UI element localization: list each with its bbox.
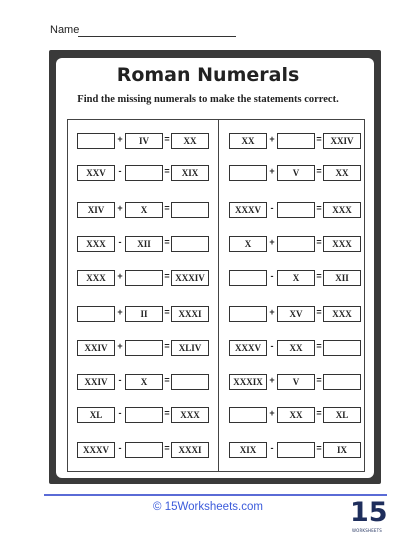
equation-row [77,442,217,459]
operator-sign: - [118,443,122,453]
operator-sign: + [269,307,275,317]
term-b-box[interactable]: XII [125,236,163,252]
operator-sign: - [118,166,122,176]
result-box[interactable]: XX [323,165,361,181]
result-box[interactable]: XXX [171,407,209,423]
result-box[interactable]: XII [323,270,361,286]
term-b-box[interactable]: V [277,374,315,390]
term-b-box[interactable] [277,442,315,458]
equals-sign: = [316,375,322,385]
operator-sign: - [270,443,274,453]
equals-sign: = [316,307,322,317]
term-a-box[interactable]: XL [77,407,115,423]
equals-sign: = [164,375,170,385]
term-a-box[interactable]: XXXIX [229,374,267,390]
term-b-box[interactable] [277,236,315,252]
equation-row [77,407,217,424]
equation-row [77,306,217,323]
term-b-box[interactable]: V [277,165,315,181]
equals-sign: = [316,134,322,144]
term-a-box[interactable] [77,133,115,149]
term-b-box[interactable] [277,202,315,218]
term-a-box[interactable]: XXX [77,270,115,286]
equation-row [77,270,217,287]
operator-sign: + [269,134,275,144]
term-a-box[interactable]: XIX [229,442,267,458]
result-box[interactable]: XXIV [323,133,361,149]
result-box[interactable]: XXXI [171,442,209,458]
term-b-box[interactable]: XX [277,407,315,423]
term-b-box[interactable] [277,133,315,149]
operator-sign: + [117,203,123,213]
term-b-box[interactable] [125,442,163,458]
result-box[interactable] [323,340,361,356]
equation-row [77,202,217,219]
term-a-box[interactable]: X [229,236,267,252]
term-b-box[interactable]: X [125,202,163,218]
equals-sign: = [164,341,170,351]
operator-sign: + [117,271,123,281]
operator-sign: + [117,134,123,144]
equals-sign: = [164,408,170,418]
result-box[interactable]: XXX [323,236,361,252]
term-b-box[interactable] [125,407,163,423]
equals-sign: = [164,443,170,453]
equals-sign: = [316,341,322,351]
operator-sign: + [269,237,275,247]
term-b-box[interactable]: XV [277,306,315,322]
term-a-box[interactable]: XIV [77,202,115,218]
term-a-box[interactable]: XX [229,133,267,149]
equation-row [77,133,217,150]
term-a-box[interactable]: XXXV [229,340,267,356]
equals-sign: = [316,166,322,176]
operator-sign: - [270,341,274,351]
term-b-box[interactable]: II [125,306,163,322]
term-a-box[interactable]: XXIV [77,340,115,356]
operator-sign: + [117,341,123,351]
operator-sign: + [269,408,275,418]
equation-row [229,374,369,391]
equation-row [229,236,369,253]
term-b-box[interactable]: X [277,270,315,286]
equals-sign: = [164,166,170,176]
term-a-box[interactable] [229,165,267,181]
term-a-box[interactable] [229,306,267,322]
result-box[interactable]: IX [323,442,361,458]
equation-row [229,340,369,357]
term-a-box[interactable]: XXX [77,236,115,252]
equals-sign: = [164,237,170,247]
equation-row [77,236,217,253]
term-a-box[interactable]: XXXV [77,442,115,458]
operator-sign: - [118,237,122,247]
brand-logo [350,497,388,538]
equals-sign: = [316,237,322,247]
result-box[interactable] [323,374,361,390]
result-box[interactable]: XX [171,133,209,149]
result-box[interactable]: XLIV [171,340,209,356]
equation-row [229,133,369,150]
worksheet-instructions: Find the missing numerals to make the statements correct. [77,94,339,105]
footer-line [44,494,387,496]
equation-row [229,407,369,424]
column-divider [218,119,219,472]
equation-row [77,165,217,182]
result-box[interactable]: XXXIV [171,270,209,286]
result-box[interactable] [171,202,209,218]
term-b-box[interactable] [125,270,163,286]
operator-sign: - [270,203,274,213]
operator-sign: + [269,375,275,385]
term-b-box[interactable] [125,340,163,356]
operator-sign: + [269,166,275,176]
equation-row [229,165,369,182]
logo-word: WORKSHEETS [351,528,383,533]
equals-sign: = [164,203,170,213]
worksheet-title: Roman Numerals [116,64,300,86]
operator-sign: - [118,375,122,385]
term-b-box[interactable]: XX [277,340,315,356]
equation-row [229,442,369,459]
equation-row [77,374,217,391]
term-a-box[interactable]: XXV [77,165,115,181]
equals-sign: = [316,408,322,418]
term-a-box[interactable]: XXIV [77,374,115,390]
equals-sign: = [164,134,170,144]
term-b-box[interactable] [125,165,163,181]
term-a-box[interactable]: XXXV [229,202,267,218]
equation-row [77,340,217,357]
equation-row [229,306,369,323]
term-a-box[interactable] [229,407,267,423]
operator-sign: - [118,408,122,418]
result-box[interactable]: XXX [323,306,361,322]
term-a-box[interactable] [229,270,267,286]
result-box[interactable]: XIX [171,165,209,181]
result-box[interactable]: XXXI [171,306,209,322]
result-box[interactable]: XL [323,407,361,423]
result-box[interactable] [171,374,209,390]
footer-link[interactable]: © 15Worksheets.com [153,501,263,513]
equation-row [229,202,369,219]
term-b-box[interactable]: IV [125,133,163,149]
equals-sign: = [164,271,170,281]
term-b-box[interactable]: X [125,374,163,390]
equals-sign: = [164,307,170,317]
operator-sign: - [270,271,274,281]
term-a-box[interactable] [77,306,115,322]
equation-row [229,270,369,287]
operator-sign: + [117,307,123,317]
equals-sign: = [316,203,322,213]
logo-number: 15 [350,497,388,528]
equals-sign: = [316,271,322,281]
result-box[interactable]: XXX [323,202,361,218]
equals-sign: = [316,443,322,453]
result-box[interactable] [171,236,209,252]
name-label: Name [50,24,80,36]
name-line [78,36,236,37]
